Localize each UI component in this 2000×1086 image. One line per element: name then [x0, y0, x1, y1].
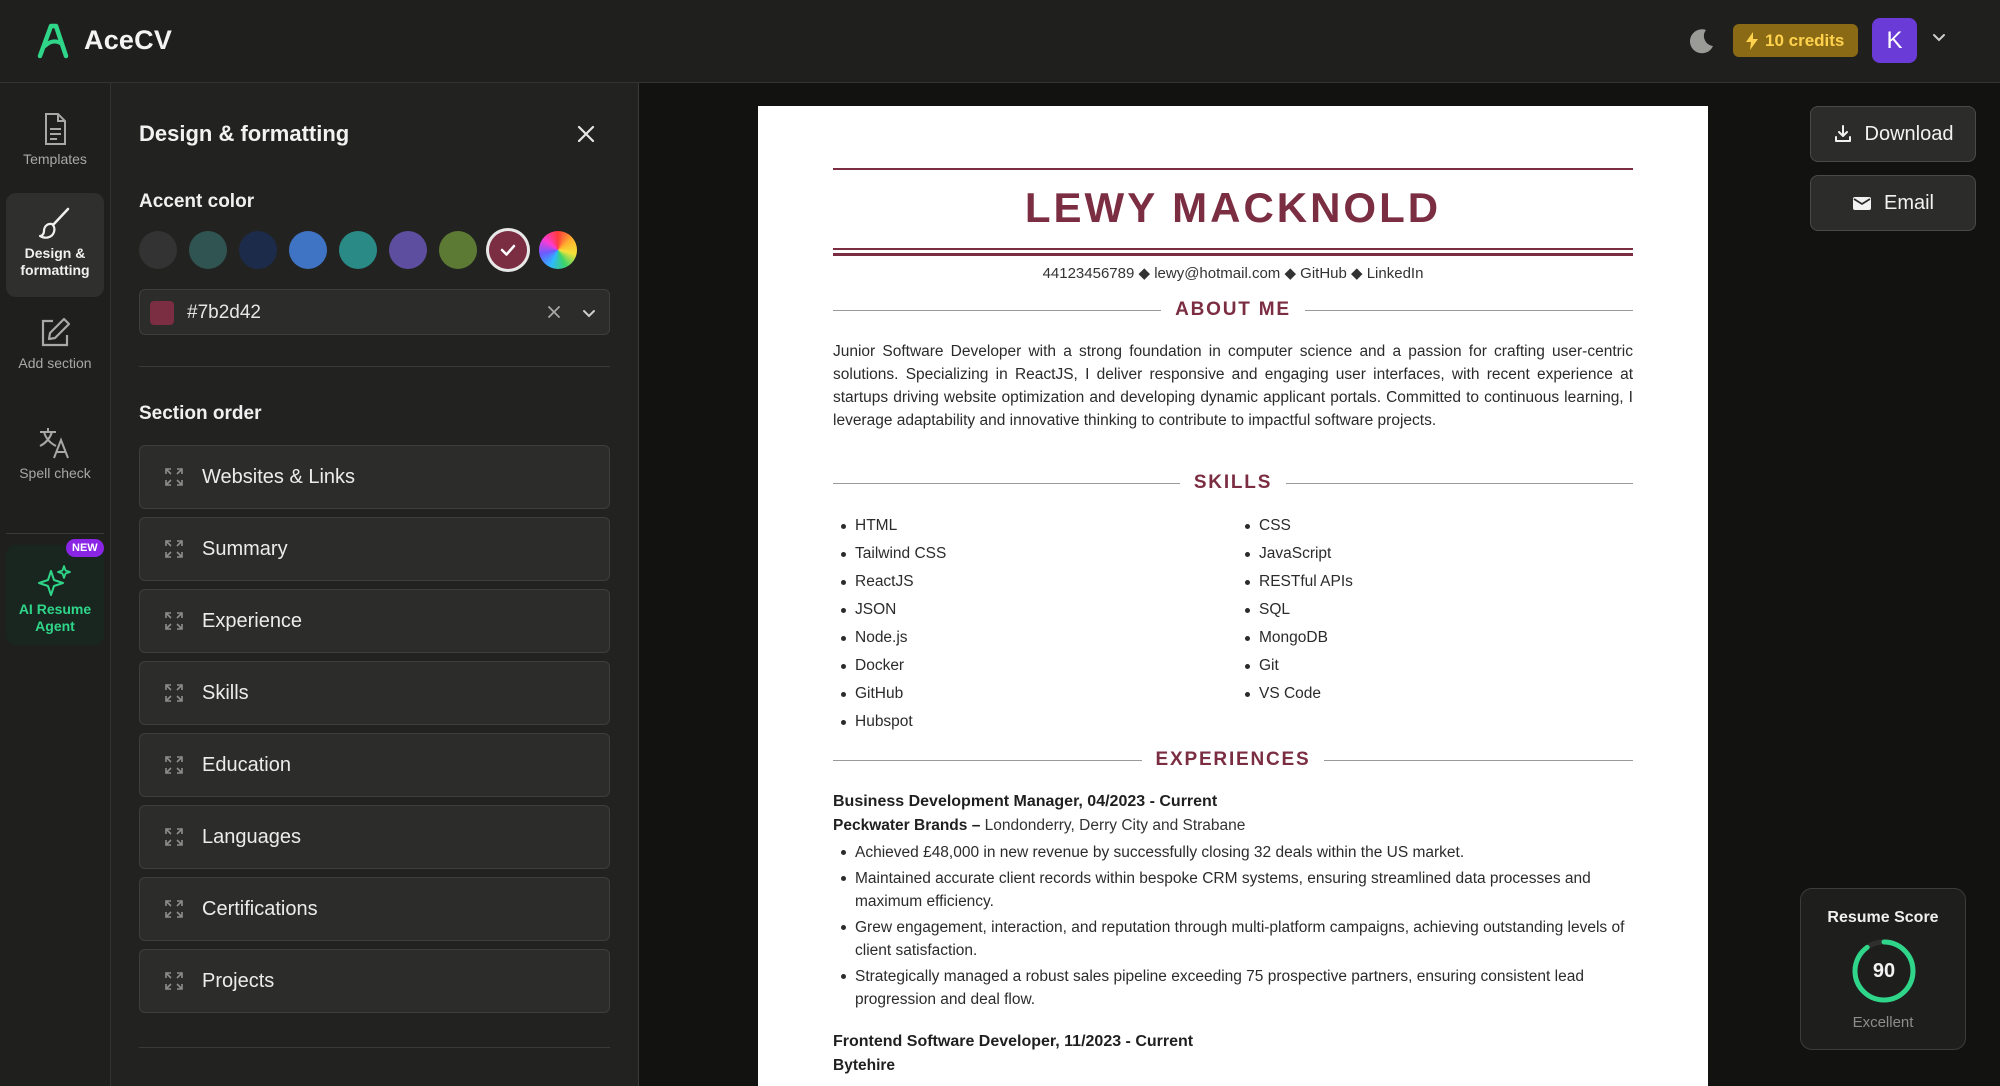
skill-item: VS Code	[1237, 680, 1353, 708]
drag-handle-icon[interactable]	[164, 539, 184, 559]
sidebar-item-ai-agent[interactable]	[6, 545, 104, 645]
skill-item: Node.js	[833, 624, 946, 652]
section-order-label: Skills	[202, 681, 249, 704]
job-bullet: Achieved £48,000 in new revenue by successfully closing 32 deals within the US market.	[833, 841, 1633, 864]
bolt-icon	[1745, 32, 1759, 50]
download-button[interactable]	[1810, 106, 1976, 162]
email-button[interactable]	[1810, 175, 1976, 231]
job-bullet: Grew engagement, interaction, and reputation through multi-platform campaigns, achieving outstanding levels of client satisfaction.	[833, 916, 1633, 962]
skill-item: Docker	[833, 652, 946, 680]
mail-icon	[1852, 193, 1872, 213]
brush-icon	[37, 205, 73, 241]
about-text: Junior Software Developer with a strong foundation in computer science and a passion for crafting user-centric solutions. Specializing in ReactJS, I deliver responsive and engaging user interfaces, with recent experience at startups driving website optimization and developing dynamic applicant portals. Committed to continuous learning, I leverage adaptability and innovative thinking to contribute to impactful software projects.	[833, 343, 1633, 429]
section-heading-about	[833, 298, 1633, 322]
skill-item: SQL	[1237, 596, 1353, 624]
section-order-label: Experience	[202, 609, 303, 632]
skill-item: RESTful APIs	[1237, 568, 1353, 596]
avatar[interactable]: K	[1872, 18, 1917, 63]
accent-color-field[interactable]	[139, 289, 610, 335]
sidebar-item-add-section[interactable]	[6, 315, 104, 401]
app-name: AceCV	[84, 24, 173, 55]
acecv-logo-icon	[36, 20, 70, 60]
clear-icon[interactable]	[546, 304, 562, 320]
score-title: Resume Score	[1827, 909, 1939, 926]
sidebar-item-templates[interactable]	[6, 111, 104, 185]
color-hex-value: #7b2d42	[187, 302, 261, 323]
skill-item: HTML	[833, 512, 946, 540]
section-heading-experiences	[833, 748, 1633, 772]
download-icon	[1833, 124, 1853, 144]
drag-handle-icon[interactable]	[164, 899, 184, 919]
section-order-item[interactable]	[139, 733, 610, 797]
resume-name: LEWY MACKNOLD	[1024, 184, 1442, 231]
section-order-label: Certifications	[202, 897, 318, 920]
section-order-label: Section order	[139, 403, 262, 424]
name-rule-top	[833, 168, 1633, 170]
section-order-list	[139, 445, 610, 1021]
rail-divider	[6, 533, 104, 534]
email-label: Email	[1883, 191, 1934, 214]
section-order-label: Projects	[202, 969, 275, 992]
swatch-purple[interactable]	[389, 231, 427, 269]
swatch-olive[interactable]	[439, 231, 477, 269]
job-title: Frontend Software Developer, 11/2023 - Current	[833, 1033, 1194, 1050]
skill-item: MongoDB	[1237, 624, 1353, 652]
swatch-blue[interactable]	[289, 231, 327, 269]
credits-badge[interactable]	[1733, 24, 1858, 57]
accent-swatches	[139, 231, 577, 269]
color-preview-chip	[150, 301, 174, 325]
skill-item: Git	[1237, 652, 1353, 680]
drag-handle-icon[interactable]	[164, 827, 184, 847]
sidebar-item-design[interactable]	[6, 193, 104, 297]
swatch-custom-rainbow[interactable]	[539, 231, 577, 269]
download-label: Download	[1864, 122, 1954, 145]
drag-handle-icon[interactable]	[164, 467, 184, 487]
section-order-label: Summary	[202, 537, 288, 560]
chevron-down-icon[interactable]	[580, 304, 598, 322]
job-bullet: Maintained accurate client records within bespoke CRM systems, ensuring streamlined data processes and maximum efficiency.	[833, 867, 1633, 913]
skill-item: GitHub	[833, 680, 946, 708]
score-value: 90	[1872, 960, 1896, 982]
top-bar	[0, 0, 2000, 83]
job-bullets	[833, 841, 1633, 1014]
preview-canvas	[639, 83, 2000, 1086]
sidebar-item-label: Templates	[23, 151, 87, 167]
section-heading-text: SKILLS	[1193, 472, 1273, 493]
job-title: Business Development Manager, 04/2023 - Current	[833, 793, 1218, 810]
swatch-burgundy[interactable]	[489, 231, 527, 269]
credits-label: 10 credits	[1765, 30, 1845, 50]
skill-item: ReactJS	[833, 568, 946, 596]
section-order-item[interactable]	[139, 445, 610, 509]
drag-handle-icon[interactable]	[164, 683, 184, 703]
drag-handle-icon[interactable]	[164, 611, 184, 631]
section-heading-skills	[833, 471, 1633, 495]
document-icon	[37, 111, 73, 147]
moon-icon[interactable]	[1686, 26, 1716, 56]
section-order-item[interactable]	[139, 805, 610, 869]
swatch-teal[interactable]	[339, 231, 377, 269]
skill-item: Hubspot	[833, 708, 946, 736]
sparkles-icon	[37, 563, 73, 599]
skill-item: Tailwind CSS	[833, 540, 946, 568]
chevron-down-icon[interactable]	[1929, 28, 1949, 48]
accent-color-label: Accent color	[139, 191, 255, 212]
job-company	[833, 1057, 895, 1075]
resume-page[interactable]	[758, 106, 1708, 1086]
company-name: Peckwater Brands –	[833, 817, 981, 834]
panel-divider	[139, 1047, 610, 1048]
close-icon[interactable]	[575, 123, 597, 145]
edit-icon	[37, 315, 73, 351]
section-heading-text: EXPERIENCES	[1155, 749, 1311, 770]
section-heading-text: ABOUT ME	[1175, 299, 1291, 320]
sidebar-item-label: Add section	[18, 355, 92, 371]
sidebar-item-label: Spell check	[19, 465, 91, 481]
skills-list-left	[833, 512, 946, 736]
section-order-label: Education	[202, 753, 291, 776]
score-label: Excellent	[1852, 1014, 1914, 1031]
sidebar-item-spell-check[interactable]	[6, 425, 104, 511]
section-order-item[interactable]	[139, 877, 610, 941]
brand[interactable]	[36, 20, 172, 60]
section-order-item[interactable]	[139, 949, 610, 1013]
resume-score-card[interactable]	[1800, 888, 1966, 1050]
drag-handle-icon[interactable]	[164, 971, 184, 991]
skill-item: CSS	[1237, 512, 1353, 540]
section-order-label: Languages	[202, 825, 301, 848]
new-badge: NEW	[66, 539, 104, 557]
panel-title: Design & formatting	[139, 121, 350, 146]
swatch-navy[interactable]	[239, 231, 277, 269]
company-location: Londonderry, Derry City and Strabane	[980, 817, 1246, 834]
company-name: Bytehire	[833, 1057, 896, 1074]
job-company	[833, 817, 1245, 835]
skill-item: JavaScript	[1237, 540, 1353, 568]
skill-item: JSON	[833, 596, 946, 624]
name-rule-bottom	[833, 248, 1633, 250]
section-order-item[interactable]	[139, 661, 610, 725]
resume-contact: 44123456789 ◆ lewy@hotmail.com ◆ GitHub ◆ LinkedIn	[1042, 265, 1424, 282]
skills-list-right	[1237, 512, 1353, 708]
translate-icon	[37, 425, 73, 461]
drag-handle-icon[interactable]	[164, 755, 184, 775]
design-panel	[111, 83, 639, 1086]
section-order-label: Websites & Links	[202, 465, 356, 488]
sidebar-item-label: AI Resume Agent	[18, 601, 92, 634]
swatch-charcoal[interactable]	[139, 231, 177, 269]
name-rule-bottom-thick	[833, 253, 1633, 256]
sidebar-item-label: Design & formatting	[20, 245, 90, 278]
section-order-item[interactable]	[139, 517, 610, 581]
section-order-item[interactable]	[139, 589, 610, 653]
job-bullet: Strategically managed a robust sales pipeline exceeding 75 prospective partners, ensuring consistent lead progression and deal flow.	[833, 965, 1633, 1011]
panel-divider	[139, 366, 610, 367]
check-icon	[498, 240, 518, 260]
sidebar-rail	[0, 83, 111, 1086]
swatch-slate-teal[interactable]	[189, 231, 227, 269]
